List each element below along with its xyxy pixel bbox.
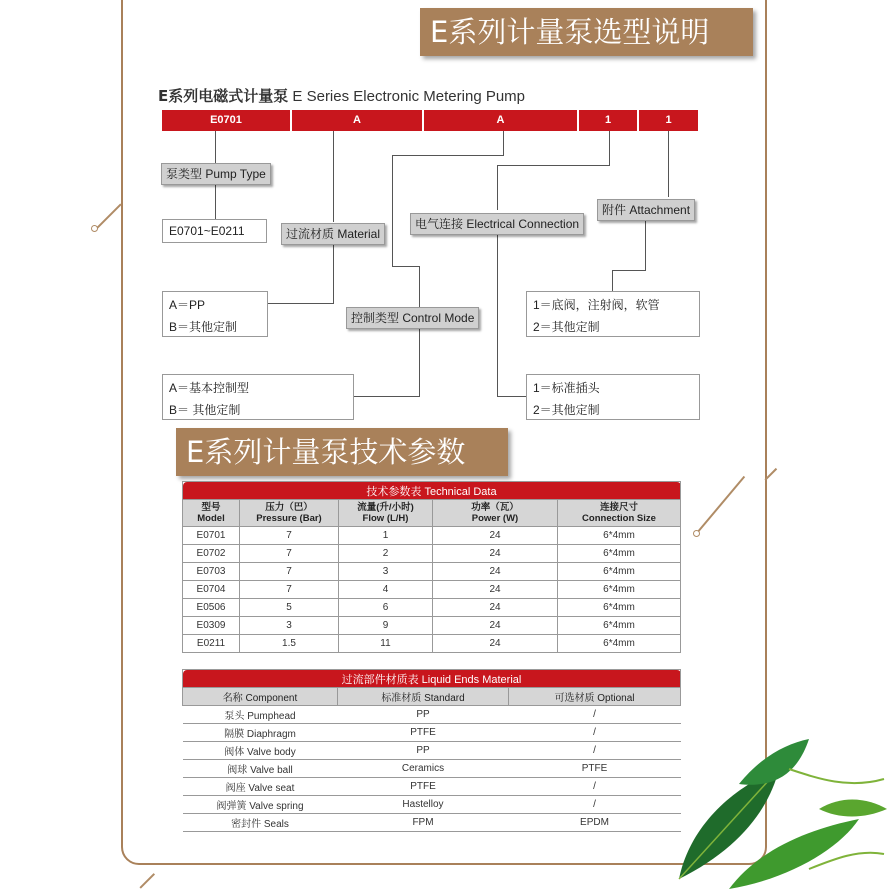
connector	[612, 270, 613, 292]
connector	[333, 131, 334, 222]
connector	[497, 233, 498, 396]
pump-type-label: 泵类型 Pump Type	[161, 163, 271, 185]
connector	[497, 165, 610, 166]
table-row: 阀球 Valve ball Ceramics PTFE	[183, 760, 681, 778]
attachment-label: 附件 Attachment	[597, 199, 695, 221]
table-row: E0702 7 2 24 6*4mm	[183, 545, 681, 563]
connector	[419, 327, 420, 396]
electrical-label: 电气连接 Electrical Connection	[410, 213, 584, 235]
control-mode-label: 控制类型 Control Mode	[346, 307, 479, 329]
connector	[333, 243, 334, 303]
code-segment-control: A	[424, 110, 577, 131]
control-option: A＝基本控制型	[169, 381, 250, 395]
material-option: B＝其他定制	[169, 320, 238, 334]
connector	[612, 270, 646, 271]
pump-range-box	[162, 219, 267, 243]
table-row: 阀座 Valve seat PTFE /	[183, 778, 681, 796]
material-options-box	[162, 291, 268, 337]
electrical-option: 1＝标准插头	[533, 381, 600, 395]
leaf-fan	[729, 819, 859, 889]
leaf-fern	[789, 769, 884, 783]
table-row: 密封件 Seals FPM EPDM	[183, 814, 681, 832]
table-row: E0703 7 3 24 6*4mm	[183, 563, 681, 581]
tech-header: 压力（巴） Pressure (Bar)	[240, 500, 339, 527]
decor-dot-right	[693, 530, 700, 537]
connector	[503, 131, 504, 155]
decor-line-left	[95, 203, 121, 229]
diagram-title	[158, 85, 525, 106]
table-row: E0701 7 1 24 6*4mm	[183, 527, 681, 545]
code-segment-model: E0701	[162, 110, 290, 131]
table-row: 阀弹簧 Valve spring Hastelloy /	[183, 796, 681, 814]
connector	[215, 131, 216, 164]
connector	[668, 131, 669, 197]
connector	[497, 396, 527, 397]
attachment-option: 1＝底阀，注射阀，软管	[533, 298, 660, 312]
connector	[497, 165, 498, 210]
decorative-leaves	[669, 709, 889, 889]
table-row: E0506 5 6 24 6*4mm	[183, 599, 681, 617]
control-option: B＝ 其他定制	[169, 403, 241, 417]
material-option: A＝PP	[169, 298, 206, 312]
decor-line-bottom	[139, 873, 154, 888]
table-row: 泵头 Pumphead PP /	[183, 706, 681, 724]
connector	[215, 183, 216, 219]
tech-title-banner: E系列计量泵技术参数	[176, 428, 508, 476]
leaf-top	[739, 739, 809, 785]
table-row: 隔膜 Diaphragm PTFE /	[183, 724, 681, 742]
material-label: 过流材质 Material	[281, 223, 385, 245]
control-options-box	[162, 374, 354, 420]
code-segment-attachment: 1	[639, 110, 698, 131]
table-row: E0704 7 4 24 6*4mm	[183, 581, 681, 599]
material-table-caption: 过流部件材质表 Liquid Ends Material	[183, 670, 681, 688]
material-header: 名称 Component	[183, 688, 338, 706]
connector	[353, 396, 420, 397]
tech-header: 流量(升/小时) Flow (L/H)	[339, 500, 433, 527]
diagram-title-en: E Series Electronic Metering Pump	[292, 88, 526, 105]
code-segment-material: A	[292, 110, 422, 131]
attachment-option: 2＝其他定制	[533, 320, 600, 334]
connector	[392, 155, 393, 266]
connector	[609, 131, 610, 165]
attachment-options-box	[526, 291, 700, 337]
leaf-small	[819, 800, 887, 817]
connector	[267, 303, 334, 304]
technical-data-table	[182, 481, 681, 653]
leaf-fern-2	[809, 853, 884, 869]
connector	[392, 155, 504, 156]
connector	[419, 266, 420, 307]
selection-title-banner: E系列计量泵选型说明	[420, 8, 753, 56]
connector	[645, 220, 646, 270]
material-header: 可选材质 Optional	[509, 688, 681, 706]
electrical-option: 2＝其他定制	[533, 403, 600, 417]
table-row: E0211 1.5 11 24 6*4mm	[183, 635, 681, 653]
tech-table-caption: 技术参数表 Technical Data	[183, 482, 681, 500]
code-segment-electrical: 1	[579, 110, 637, 131]
tech-header: 功率（瓦） Power (W)	[433, 500, 558, 527]
decor-dot-left	[91, 225, 98, 232]
liquid-ends-material-table	[182, 669, 681, 832]
electrical-options-box	[526, 374, 700, 420]
diagram-title-cn: E系列电磁式计量泵	[158, 87, 289, 105]
connector	[392, 266, 420, 267]
tech-header: 型号 Model	[183, 500, 240, 527]
material-header: 标准材质 Standard	[338, 688, 509, 706]
table-row: 阀体 Valve body PP /	[183, 742, 681, 760]
tech-header: 连接尺寸 Connection Size	[558, 500, 681, 527]
pump-range-text: E0701~E0211	[169, 224, 245, 238]
table-row: E0309 3 9 24 6*4mm	[183, 617, 681, 635]
